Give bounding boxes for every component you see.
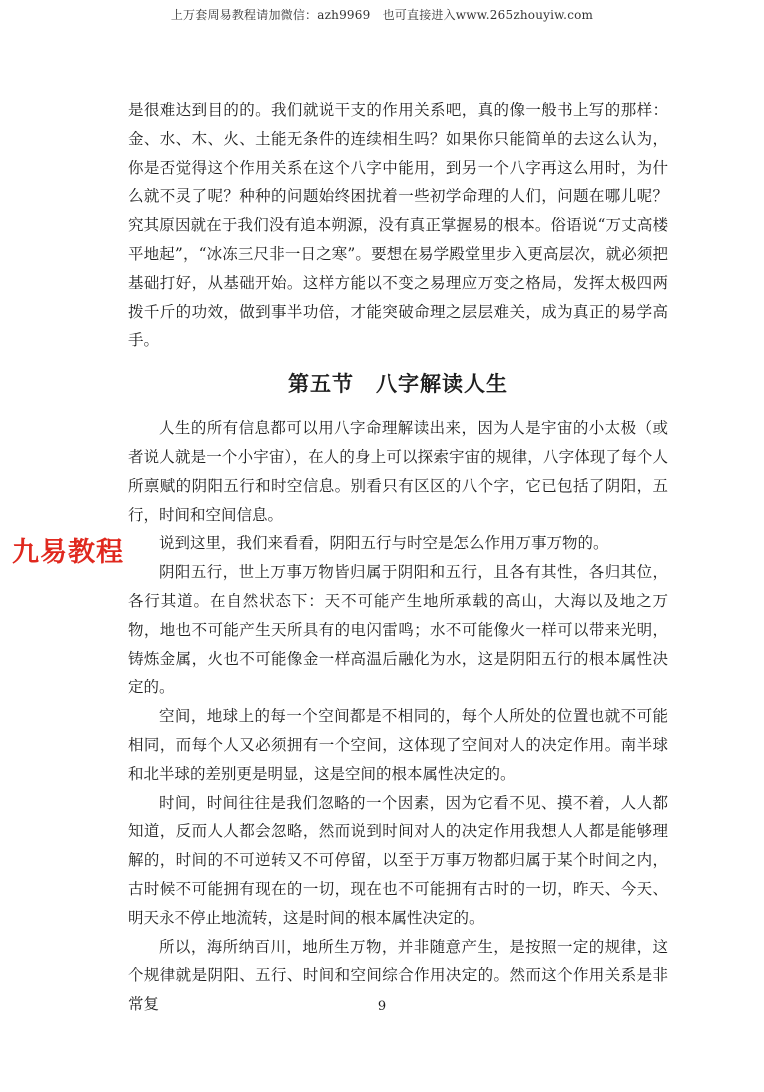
body-paragraph: 阴阳五行，世上万事万物皆归属于阴阳和五行，且各有其性，各归其位，各行其道。在自然状态下：天不可能产生地所承载的高山，大海以及地之万物，地也不可能产生天所具有的电闪雷鸣；水不可能像火一样可以带来光明，铸炼金属，火也不可能像金一样高温后融化为水，这是阴阳五行的根本属性决定的。 — [128, 563, 668, 697]
body-paragraph: 说到这里，我们来看看，阴阳五行与时空是怎么作用万事万物的。 — [159, 534, 609, 553]
body-paragraph: 空间，地球上的每一个空间都是不相同的，每个人所处的位置也就不可能相同，而每个人又必须拥有一个空间，这体现了空间对人的决定作用。南半球和北半球的差别更是明显，这是空间的根本属性决定的。 — [128, 707, 668, 783]
body-paragraph: 时间，时间往往是我们忽略的一个因素，因为它看不见、摸不着，人人都知道，反而人人都会忽略，然而说到时间对人的决定作用我想人人都是能够理解的，时间的不可逆转又不可停留，以至于万事万物都归属于某个时间之内，古时候不可能拥有现在的一切，现在也不可能拥有古时的一切，昨天、今天、明天永不停止地流转，这是时间的根本属性决定的。 — [128, 793, 668, 927]
section-title: 第五节 八字解读人生 — [288, 372, 508, 397]
page-number: 9 — [377, 999, 387, 1014]
page-header — [0, 6, 764, 23]
body-paragraph: 所以，海所纳百川，地所生万物，并非随意产生，是按照一定的规律，这个规律就是阴阳、五行、时间和空间综合作用决定的。然而这个作用关系是非常复 — [128, 937, 668, 1014]
intro-paragraph: 是很难达到目的的。我们就说干支的作用关系吧，真的像一般书上写的那样：金、水、木、火、土能无条件的连续相生吗？如果你只能简单的去这么认为，你是否觉得这个作用关系在这个八字中能用，到另一个八字再这么用时，为什么就不灵了呢？种种的问题始终困扰着一些初学命理的人们，问题在哪儿呢？究其原因就在于我们没有追本朔源，没有真正掌握易的根本。俗语说“万丈高楼平地起”，“冰冻三尺非一日之寒”。要想在易学殿堂里步入更高层次，就必须把基础打好，从基础开始。这样方能以不变之易理应万变之格局，发挥太极四两拨千斤的功效，做到事半功倍，才能突破命理之层层难关，成为真正的易学高手。 — [128, 101, 668, 350]
page-body — [128, 96, 668, 1019]
body-paragraph: 人生的所有信息都可以用八字命理解读出来，因为人是宇宙的小太极（或者说人就是一个小宇宙），在人的身上可以探索宇宙的规律，八字体现了每个人所禀赋的阴阳五行和时空信息。别看只有区区的八个字，它已包括了阴阳，五行，时间和空间信息。 — [128, 419, 668, 524]
watermark-logo: 九易教程 — [12, 537, 124, 568]
header-text: 上万套周易教程请加微信：azh9969 也可直接进入www.265zhouyiw.com — [170, 8, 594, 22]
